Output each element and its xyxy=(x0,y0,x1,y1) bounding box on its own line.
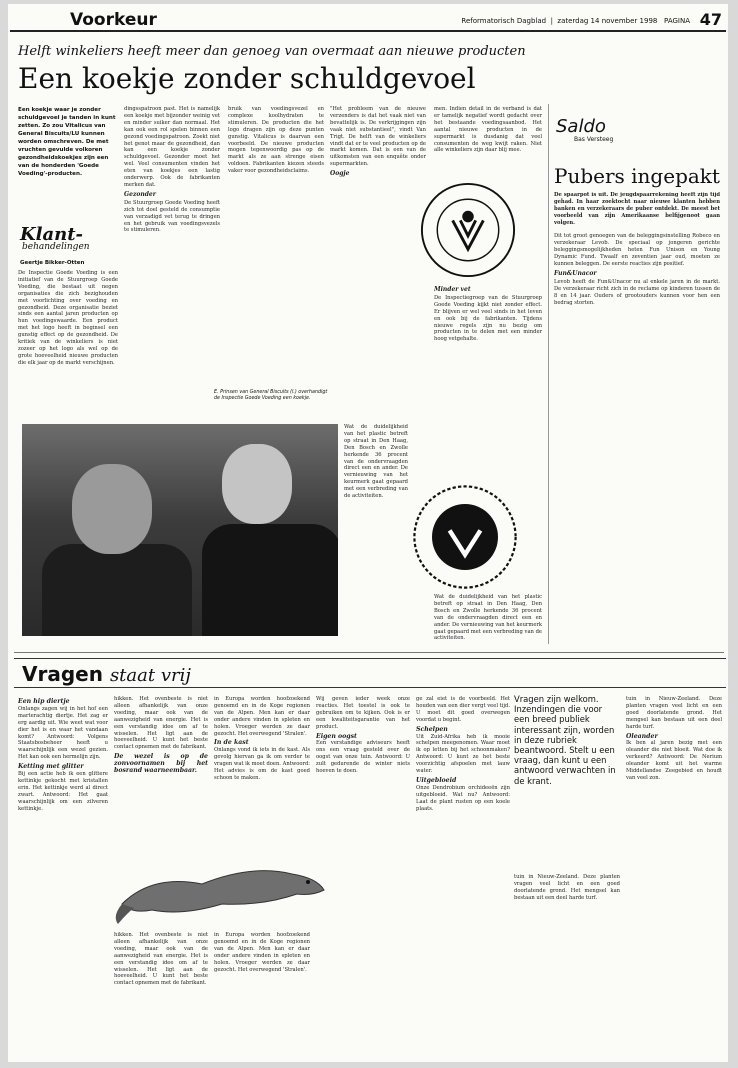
masthead-info: Reformatorisch Dagblad | zaterdag 14 november 1998 PAGINA xyxy=(461,17,690,25)
vragen-column-7-text: tuin in Nieuw-Zeeland. Deze planten vragen veel licht en een goed doorlatende grond. Het mengsel kan bestaan uit een deel harde turf. xyxy=(626,696,722,730)
q3-body: Onlangs vond ik iets in de kast. Als gevolg hiervan ga ik om verder te vragen wat ik moet doen. Antwoord: Het advies is om de kast goed schoon te maken. xyxy=(214,747,310,781)
article-column-4-text: "Het probleem van de nieuwe verzenders is dat het vaak niet van bevattelijk is. De verkrijgingen zijn vaak niet substantieel", vindt Van Trigt. De helft van de winkeliers vindt dat er te veel producten op de markt komen. Dat is een van de uitkomsten van een enquête onder supermarkten. xyxy=(330,106,426,168)
vragen-column-2b: hikken. Het ovenbeste is niet alleen afhankelijk van onze voeding, maar ook van de aanwezigheid van energie. Het is een verstandig idee om af te wisselen. Het ligt aan de hoeveelheid. U kunt het beste contact opnemen met de fabrikant. xyxy=(114,932,208,987)
column-logo-sub: behandelingen xyxy=(22,242,90,252)
q2-head: Ketting met glitter xyxy=(18,763,84,771)
pubers-body-2: Levob heeft de Fun&Unacor nu al enkele jaren in de markt. De verzekeraar richt zich in de reclame op kinderen tussen de 8 en 14 jaar. Ouders of grootouders kunnen voor hen een bedrag storten. xyxy=(554,278,720,306)
byline: Geertje Bikker-Otten xyxy=(20,260,85,266)
subhead-fununacor: Fun&Unacor xyxy=(554,269,597,277)
vragen-column-2 xyxy=(114,696,208,836)
q4-head: Eigen oogst xyxy=(316,732,357,740)
issue-date: zaterdag 14 november 1998 xyxy=(557,17,658,25)
pubers-column xyxy=(554,192,720,640)
q6-head: Uitgebloeid xyxy=(416,776,457,784)
subhead-minder-vet: Minder vet xyxy=(434,286,471,293)
q1-head: Een hip diertje xyxy=(18,698,70,705)
page-number: 47 xyxy=(699,10,722,29)
article-column-4 xyxy=(330,106,426,418)
article-column-2 xyxy=(124,106,220,418)
vragen-column-3b: in Europa worden hoofzoekend genoemd en in de Koge regionen van de Alpen. Men kan er daar onder andere vinden in spleten en holen. Vroeger werden ze daar gezocht. Het overwegend 'Stralen'. xyxy=(214,932,310,973)
column-logo: Klant- xyxy=(20,224,84,245)
vragen-column-5-text: ge zal eiet is de voorbeeld. Het houden van een dier vergt veel tijd. U moet dit goed overwegen voordat u begint. xyxy=(416,696,510,723)
saldo-byline: Bas Versteeg xyxy=(574,136,614,143)
q7-head: Oleander xyxy=(626,732,658,740)
masthead xyxy=(10,10,726,32)
q5-head: Schelpen xyxy=(416,725,448,733)
article-column-5: men. Indien detail in de verband is dat er tamelijk negatief wordt gedacht over het bestaande voedingsaanbod. Het aantal nieuwe producten in de supermarkt is dusdanig dat veel consumenten de weg kwijt raken. Niet alle winkeliers zijn daar blij mee. xyxy=(434,106,542,154)
goedgekeurd-seal-icon xyxy=(420,182,516,278)
q2-body: Bij een actie heb ik een glittere kettinkje gekocht met kristallen erin. Het kettinkje werd al direct zwart. Antwoord: Het gaat waarschijnlijk om een zilveren kettinkje. xyxy=(18,771,108,812)
saldo-title: Saldo xyxy=(556,116,606,137)
q5-body: Uit Zuid-Afrika heb ik mooie schelpen meegenomen. Waar moet ik op letten bij het schoonmaken? Antwoord: U kunt ze het beste voorzichtig afspoelen met lauw water. xyxy=(416,733,510,775)
ferret-note: De wezel is op de zonvoornamen bij het bosrand waarneembaar. xyxy=(114,753,208,775)
article-column-1: De Inspectie Goede Voeding is een initiatief van de Stuurgroep Goede Voeding, die bestaat uit negen organisaties die zich bezighouden met voorlichting over voeding en gezondheid. Deze organisatie beziet sinds een aantal jaren producten op hun voedingswaarde. Een product met het logo heeft in beginsel een gunstig effect op de gezondheid. De kritiek van de winkeliers is niet zozeer op het logo als wel op de grote hoeveelheid nieuwe producten die elk jaar op de markt verschijnen. xyxy=(18,270,118,366)
vragen-column-4 xyxy=(316,696,410,1056)
vragen-title xyxy=(22,662,191,686)
section-divider xyxy=(14,652,724,653)
vragen-column-5 xyxy=(416,696,510,1056)
q7-body: Ik ben al jaren bezig met een oleander die niet bloeit. Wat doe ik verkeerd? Antwoord: De Nerium oleander komt uit het warme Middellandse Zeegebied en houdt van veel zon. xyxy=(626,740,722,781)
ferret-illustration-icon xyxy=(112,844,332,928)
article-column-2-text: dingsspatroon past. Het is namelijk een koekje met bijzonder weinig vet en minder suiker dan normaal. Het kan ook een rol spelen binnen een gezond voedingspatroon. Zoekt niet het genot maar de gezondheid, dan kan een koekje zonder schuldgevoel. Gezonder moet het wel. Veel consumenten vinden het eten van koekjes een lastig onderwerp. Ook de fabrikanten merken dat. xyxy=(124,106,220,188)
q4-body: Een verstandige adviseurs heeft ons een vraag gesteld over de oogst van onze tuin. Antwoord: U zult gedurende de winter niets hoeven te doen. xyxy=(316,740,410,775)
vragen-column-1 xyxy=(18,696,108,1056)
sidebar-divider xyxy=(548,104,549,644)
q1-body: Onlangs zagen wij in het hof een marterachtig diertje. Het zag er erg aardig uit. Wie weet wat voor dier het is en waar het vandaan komt? Antwoord: Volgens Staatsbosbeheer heeft u waarschijnlijk een wezel gezien. Het kan ook een hermelijn zijn. xyxy=(18,705,108,761)
subhead-gezonder: Gezonder xyxy=(124,190,156,198)
page-label: PAGINA xyxy=(664,17,690,25)
paper-name: Reformatorisch Dagblad xyxy=(461,17,547,25)
vragen-column-6: tuin in Nieuw-Zeeland. Deze planten vragen veel licht en een goed doorlatende grond. Het mengsel kan bestaan uit een deel harde turf. xyxy=(514,874,620,901)
article-column-5b-text: De Inspectiegroep van de Stuurgroep Goede Voeding kijkt niet zonder effect. Er blijven er wel veel sinds in het leven en ook bij de fabrikanten. Tijdens nieuwe regels zijn nu bezig om producten in te delen met een minder hoog vetgehalte. xyxy=(434,294,542,343)
vragen-column-7 xyxy=(626,696,722,1056)
vragen-column-2-text: hikken. Het ovenbeste is niet alleen afhankelijk van onze voeding, maar ook van de aanwezigheid van energie. Het is een verstandig idee om af te wisselen. Het ligt aan de hoeveelheid. U kunt het beste contact opnemen met de fabrikant. xyxy=(114,696,208,751)
photo-caption: E. Prinsen van General Biscuits (l.) overhandigt de Inspectie Goede Voeding een koekje. xyxy=(214,390,328,401)
keurmerk-seal-icon xyxy=(410,482,520,592)
vragen-intro: Vragen zijn welkom. Inzendingen die voor een breed publiek interessant zijn, worden in deze rubriek beantwoord. Stelt u een vraag, dan kunt u een antwoord verwachten in de krant. xyxy=(514,694,616,786)
vragen-title-b: staat vrij xyxy=(109,665,191,686)
article-column-7: Wat de duidelijkheid van het plastic betreft op straat in Den Haag, Den Bosch en Zwolle herkende 36 procent van de ondervraagden direct een en ander. De vernieuwing van het keurmerk gaat gepaard met een verbreding van de activiteiten. xyxy=(434,594,542,642)
pubers-headline: Pubers ingepakt xyxy=(554,164,720,188)
article-photo xyxy=(22,424,338,636)
article-column-3: bruik van voedingsvezel en complexe koolhydraten te stimuleren. De producten die het logo dragen zijn op deze punten gunstig. Vitalicus is daarvan een voorbeeld. De nieuwe producten mogen tegenwoordig pas op de markt als ze aan strenge eisen voldoen. Fabrikanten kiezen steeds vaker voor gezondheidsclaims. xyxy=(228,106,324,175)
article-column-6: Wat de duidelijkheid van het plastic betreft op straat in Den Haag, Den Bosch en Zwolle herkende 36 procent van de ondervraagden direct een en ander. De vernieuwing van het keurmerk gaat gepaard met een verbreding van de activiteiten. xyxy=(344,424,408,500)
article-headline: Een koekje zonder schuldgevoel xyxy=(18,62,476,95)
pubers-body: Dit tot groot genoegen van de beleggingsinstelling Robeco en verzekeraar Levob. De speciaal op jongeren gerichte beleggingsmogelijkheden heten Fun Unison en Young Dynamic Fund. Twaalf en zeventien jaar oud, moeten ze kunnen beleggen. De eerste reacties zijn positief. xyxy=(554,233,720,268)
article-column-2b-text: De Stuurgroep Goede Voeding heeft zich tot doel gesteld de consumptie van verzadigd vet terug te dringen en het gebruik van voedingsvezels te stimuleren. xyxy=(124,199,220,234)
subhead-oogje: Oogje xyxy=(330,170,350,178)
q6-body: Onze Dendrobium orchideeën zijn uitgebloeid. Wat nu? Antwoord: Laat de plant rusten op een koele plaats. xyxy=(416,784,510,812)
pubers-intro: De spaarpot is uit. De jeugdspaarrekening heeft zijn tijd gehad. In haar zoektocht naar nieuwe klanten hebben banken en verzekeraars de puber ontdekt. De meest bet voorbeeld van zijn Amerikaanse belfijgenoot gaan volgen. xyxy=(554,192,720,226)
article-column-5b xyxy=(434,284,542,424)
q3-head: In de kast xyxy=(214,739,249,747)
vragen-title-a: Vragen xyxy=(22,662,103,686)
section-title: Voorkeur xyxy=(70,10,157,30)
article-kicker: Helft winkeliers heeft meer dan genoeg van overmaat aan nieuwe producten xyxy=(18,44,526,59)
vragen-column-3-text: in Europa worden hoofzoekend genoemd en in de Koge regionen van de Alpen. Men kan er daar onder andere vinden in spleten en holen. Vroeger werden ze daar gezocht. Het overwegend 'Stralen'. xyxy=(214,696,310,737)
newspaper-page xyxy=(8,4,728,1062)
vragen-column-4-text: Wij geven ieder week onze reacties. Het toestel is ook te gebruiken om te kijken. Ook is er een kwaliteitsgarantie van het product. xyxy=(316,696,410,730)
article-intro: Een koekje waar je zonder schuldgevoel je tanden in kunt zetten. Zo zou Vitalicus van General Biscuits/LU kunnen worden omschreven. De met vruchten gevulde volkoren gezondheidskoekjes zijn een van de honderden 'Goede Voeding'-producten. xyxy=(18,107,116,177)
vragen-column-3 xyxy=(214,696,310,836)
